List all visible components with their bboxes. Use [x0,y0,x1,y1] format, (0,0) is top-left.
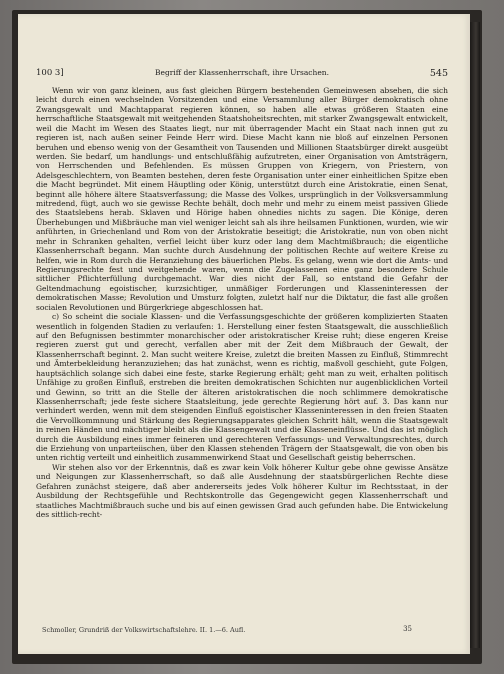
page-edge [470,22,480,648]
paragraph: Wenn wir von ganz kleinen, aus fast gleichen Bürgern bestehenden Gemeinwesen absehen, die sich leicht durch einen wechselnden Vorsitzenden und eine Versammlung aller Bürger demokratisch ohne Zwangsgewalt und Machtapparat regieren können, so haben alle etwas größeren Staaten eine herrschaftliche Staatsgewalt mit weitgehenden Staatshoheitsrechten, mit starker Zwangsgewalt entwickelt, weil die Macht im Wesen des Staates liegt, nur mit überragender Macht ein Staat nach innen gut zu regieren ist, nach außen seiner Feinde Herr wird. Diese Macht kann nie bloß auf einzelnen Personen beruhen und ebenso wenig von der Gesamtheit von Tausenden und Millionen Staatsbürger direkt ausgeübt werden. Sie bedarf, um handlungs- und entschlußfähig aufzutreten, einer Organisation von Amtsträgern, von Herrschenden und Befehlenden. Es müssen Gruppen von Kriegern, von Priestern, von Adelsgeschlechtern, von Beamten bestehen, deren feste Organisation unter einer einheitlichen Spitze eben die Macht begründet. Mit einem Häuptling oder König, unterstützt durch eine Aristokratie, einen Senat, beginnt alle höhere ältere Staatsverfassung; die Masse des Volkes, ursprünglich in der Volksversammlung mitredend, fügt, auch wo sie gewisse Rechte behält, doch mehr und mehr zu einem meist passiven Gliede des Staatslebens herab. Sklaven und Hörige haben ohnedies nichts zu sagen. Die Könige, deren Überhebungen und Mißbräuche man viel weniger leicht sah als ihre heilsamen Funktionen, wurden, wie wir anführten, in Griechenland und Rom von der Aristokratie beseitigt; die Aristokratie, nun von oben nicht mehr in Schranken gehalten, verfiel leicht über kurz oder lang dem Machtmißbrauch; die eigentliche Klassenherrschaft begann. Man suchte durch Ausdehnung der politischen Rechte auf weitere Kreise zu helfen, wie in Rom durch die Heranziehung des bäuerlichen Plebs. Es gelang, wenn wie dort die Amts- und Regierungsrechte fest und weitgehende waren, wenn die Zugelassenen eine ganz besondere Schule sittlicher Pflichterfüllung durchgemacht. War dies nicht der Fall, so entstand die Gefahr der Geltendmachung egoistischer, kurzsichtiger, unmäßiger Forderungen und Klasseninteressen der demokratischen Masse; Revolution und Umsturz folgten, zuletzt half nur die Diktatur, die fast alle großen socialen Revolutionen und Bürgerkriege abgeschlossen hat. [36,86,448,312]
body-text [36,86,448,519]
sheet-signature: 35 [403,625,412,633]
page-footer [36,626,448,638]
running-head [36,68,448,82]
page-number: 545 [429,68,448,79]
book-page [18,14,470,654]
paragraph: Wir stehen also vor der Erkenntnis, daß es zwar kein Volk höherer Kultur gebe ohne gewisse Ansätze und Neigungen zur Klassenherrschaft, so daß alle Ausdehnung der staatsbürgerlichen Rechte diese Gefahren zunächst steigere, daß aber andererseits jedes Volk höherer Kultur im Rechtsstaat, in der Ausbildung der Rechtsgefühle und Rechtskontrolle das Gegengewicht gegen Klassenherrschaft und staatliches Machtmißbrauch suche und bis auf einen gewissen Grad auch gefunden habe. Die Entwickelung des sittlich-recht- [36,462,448,519]
running-title: Begriff der Klassenherrschaft, ihre Ursachen. [155,68,329,77]
footer-citation: Schmoller, Grundriß der Volkswirtschaftslehre. II. 1.—6. Aufl. [42,626,246,634]
paragraph: c) So scheint die sociale Klassen- und die Verfassungsgeschichte der größeren komplizierten Staaten wesentlich in folgenden Stadien zu verlaufen: 1. Herstellung einer festen Staatsgewalt, die ausschließlich auf den Befugnissen bestimmter monarchischer oder aristokratischer Kreise ruht; diese engeren Kreise regieren zuerst gut und gerecht, verfallen aber mit der Zeit dem Mißbrauch der Gewalt, der Klassenherrschaft beginnt. 2. Man sucht weitere Kreise, zuletzt die breiten Massen zu Einfluß, Stimmrecht und Ämterbekleidung heranzuziehen; das hat zunächst, wenn es richtig, maßvoll geschieht, gute Folgen, hauptsächlich solange sich dabei eine feste, starke Regierung erhält; geht man zu weit, erhalten politisch Unfähige zu großen Einfluß, erstreben die breiten demokratischen Schichten nur augenblicklichen Vorteil und Gewinn, so tritt an die Stelle der älteren aristokratischen die noch schlimmere demokratische Klassenherrschaft; jede feste sichere Staatsleitung, jede gerechte Regierung hört auf. 3. Das kann nur verhindert werden, wenn mit dem steigenden Einfluß egoistischer Klasseninteressen in den freien Staaten die Vervollkommnung und Stärkung des Regierungsapparates gleichen Schritt hält, wenn die Staatsgewalt in reinen Händen und mächtiger bleibt als die Klassengewalt und die Klasseneinflüsse. Und das ist möglich durch die Ausbildung eines immer feineren und gerechteren Verfassungs- und Verwaltungsrechtes, durch die Erziehung von unparteiischen, über den Klassen stehenden Trägern der Staatsgewalt, die von oben bis unten richtig verteilt und einheitlich zusammenwirkend Staat und Gesellschaft geistig beherrschen. [36,312,448,463]
section-number: 100 3] [36,68,64,78]
